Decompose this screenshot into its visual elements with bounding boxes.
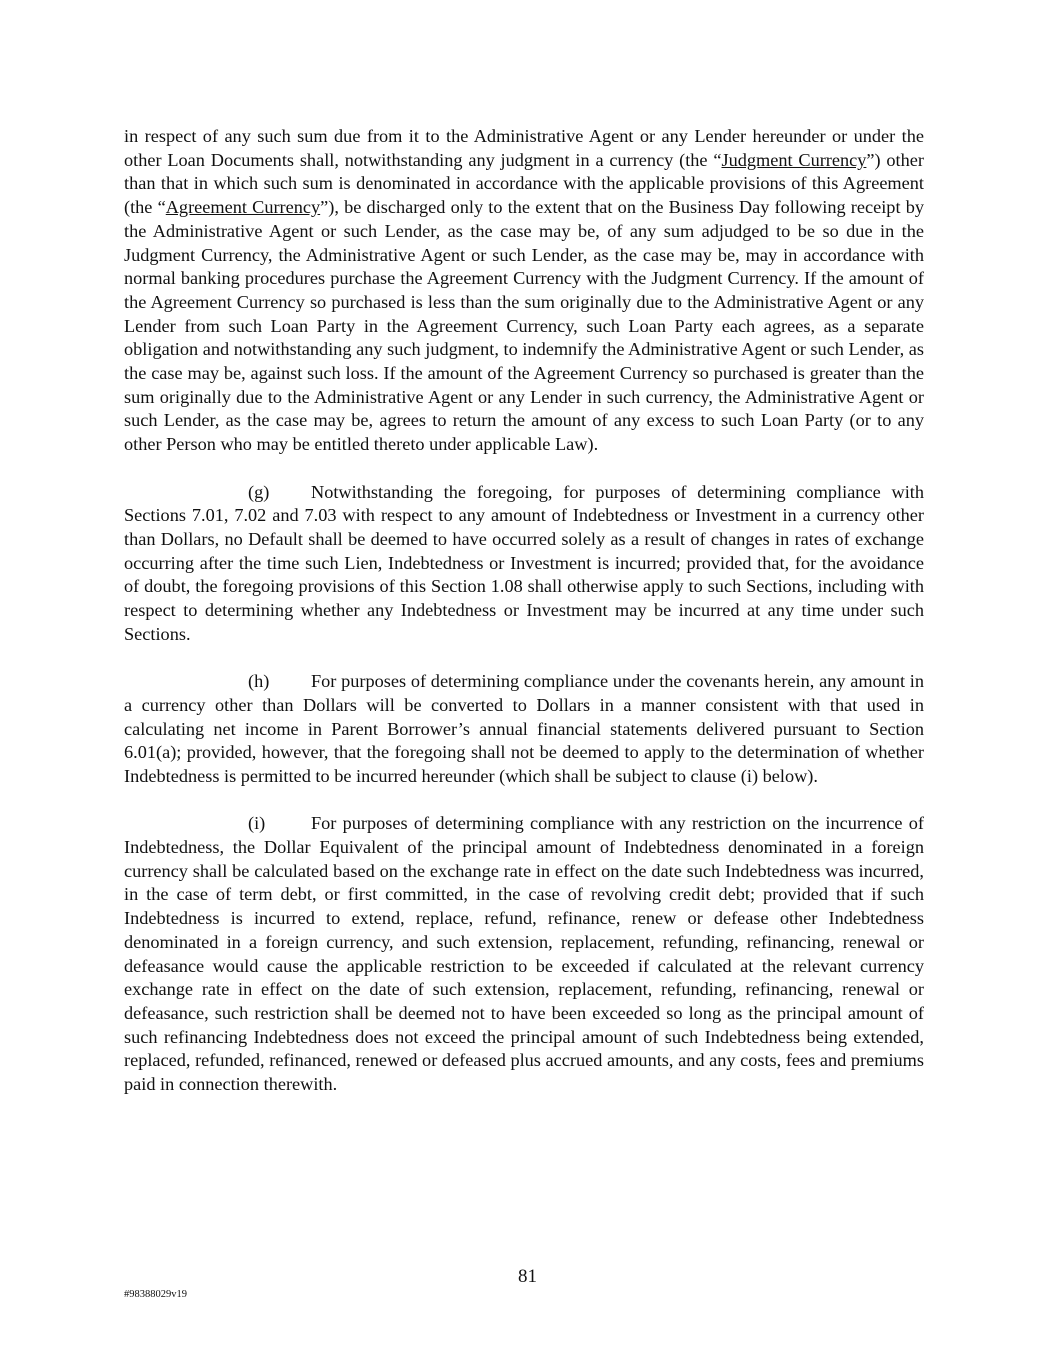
paragraph-text: Notwithstanding the foregoing, for purposes of determining compliance with Sections 7.01, 7.02 and 7.03 with respect to any amount of Indebtedness or Investment in a currency other than Dollars, no Default shall be deemed to have occurred solely as a result of changes in rates of exchange occurring after the time such Lien, Indebtedness or Investment is incurred; provided that, for the avoidance of doubt, the foregoing provisions of this Section 1.08 shall otherwise apply to such Sections, including with respect to determining whether any Indebtedness or Investment may be incurred at any time under such Sections. [124, 481, 924, 644]
paragraph-text: in respect of any such sum due from it to the Administrative Agent or any Lender hereunder or under the other Loan Documents shall, notwithstanding any judgment in a currency (the “ [124, 126, 924, 170]
paragraph-g [124, 481, 924, 647]
document-body [124, 125, 924, 1120]
paragraph-text: ”) other than that in which such sum is denominated in accordance with the applicable provisions of this Agreement (the “ [124, 149, 924, 218]
defined-term-judgment-currency: Judgment Currency [721, 149, 867, 170]
paragraph-text: For purposes of determining compliance under the covenants herein, any amount in a currency other than Dollars will be converted to Dollars in a manner consistent with that used in calculating net income in Parent Borrower’s annual financial statements delivered pursuant to Section 6.01(a); provided, however, that the foregoing shall not be deemed to apply to the determination of whether Indebtedness is permitted to be incurred hereunder (which shall be subject to clause (i) below). [124, 671, 924, 786]
paragraph-i [124, 812, 924, 1096]
document-id: #98388029v19 [124, 1289, 187, 1300]
paragraph-text: For purposes of determining compliance with any restriction on the incurrence of Indebtedness, the Dollar Equivalent of the principal amount of Indebtedness denominated in a foreign currency shall be calculated based on the exchange rate in effect on the date such Indebtedness was incurred, in the case of term debt, or first committed, in the case of revolving credit debt; provided that if such Indebtedness is incurred to extend, replace, refund, refinance, renew or defease other Indebtedness denominated in a foreign currency, and such extension, replacement, refunding, refinancing, renewal or defeasance would cause the applicable restriction to be exceeded if calculated at the relevant currency exchange rate in effect on the date of such extension, replacement, refunding, refinancing, renewal or defeasance, such restriction shall be deemed not to have been exceeded so long as the principal amount of such refinancing Indebtedness does not exceed the principal amount of such Indebtedness being extended, replaced, refunded, refinanced, renewed or defeased plus accrued amounts, and any costs, fees and premiums paid in connection therewith. [124, 813, 924, 1095]
page-number: 81 [518, 1266, 537, 1287]
paragraph-judgment-currency [124, 125, 924, 457]
paragraph-h [124, 670, 924, 789]
clause-label-i: (i) [248, 813, 266, 834]
paragraph-text: ”), be discharged only to the extent that on the Business Day following receipt by the Administrative Agent or such Lender, as the case may be, of any sum adjudged to be so due in the Judgment Currency, the Administrative Agent or such Lender, as the case may be, may in accordance with normal banking procedures purchase the Agreement Currency with the Judgment Currency. If the amount of the Agreement Currency so purchased is less than the sum originally due to the Administrative Agent or any Lender from such Loan Party in the Agreement Currency, such Loan Party each agrees, as a separate obligation and notwithstanding any such judgment, to indemnify the Administrative Agent or such Lender, as the case may be, against such loss. If the amount of the Agreement Currency so purchased is greater than the sum originally due to the Administrative Agent or any Lender in such currency, the Administrative Agent or such Lender, as the case may be, agrees to return the amount of any excess to such Loan Party (or to any other Person who may be entitled thereto under applicable Law). [124, 197, 924, 455]
clause-label-g: (g) [248, 481, 270, 502]
clause-label-h: (h) [248, 671, 270, 692]
defined-term-agreement-currency: Agreement Currency [165, 197, 321, 218]
